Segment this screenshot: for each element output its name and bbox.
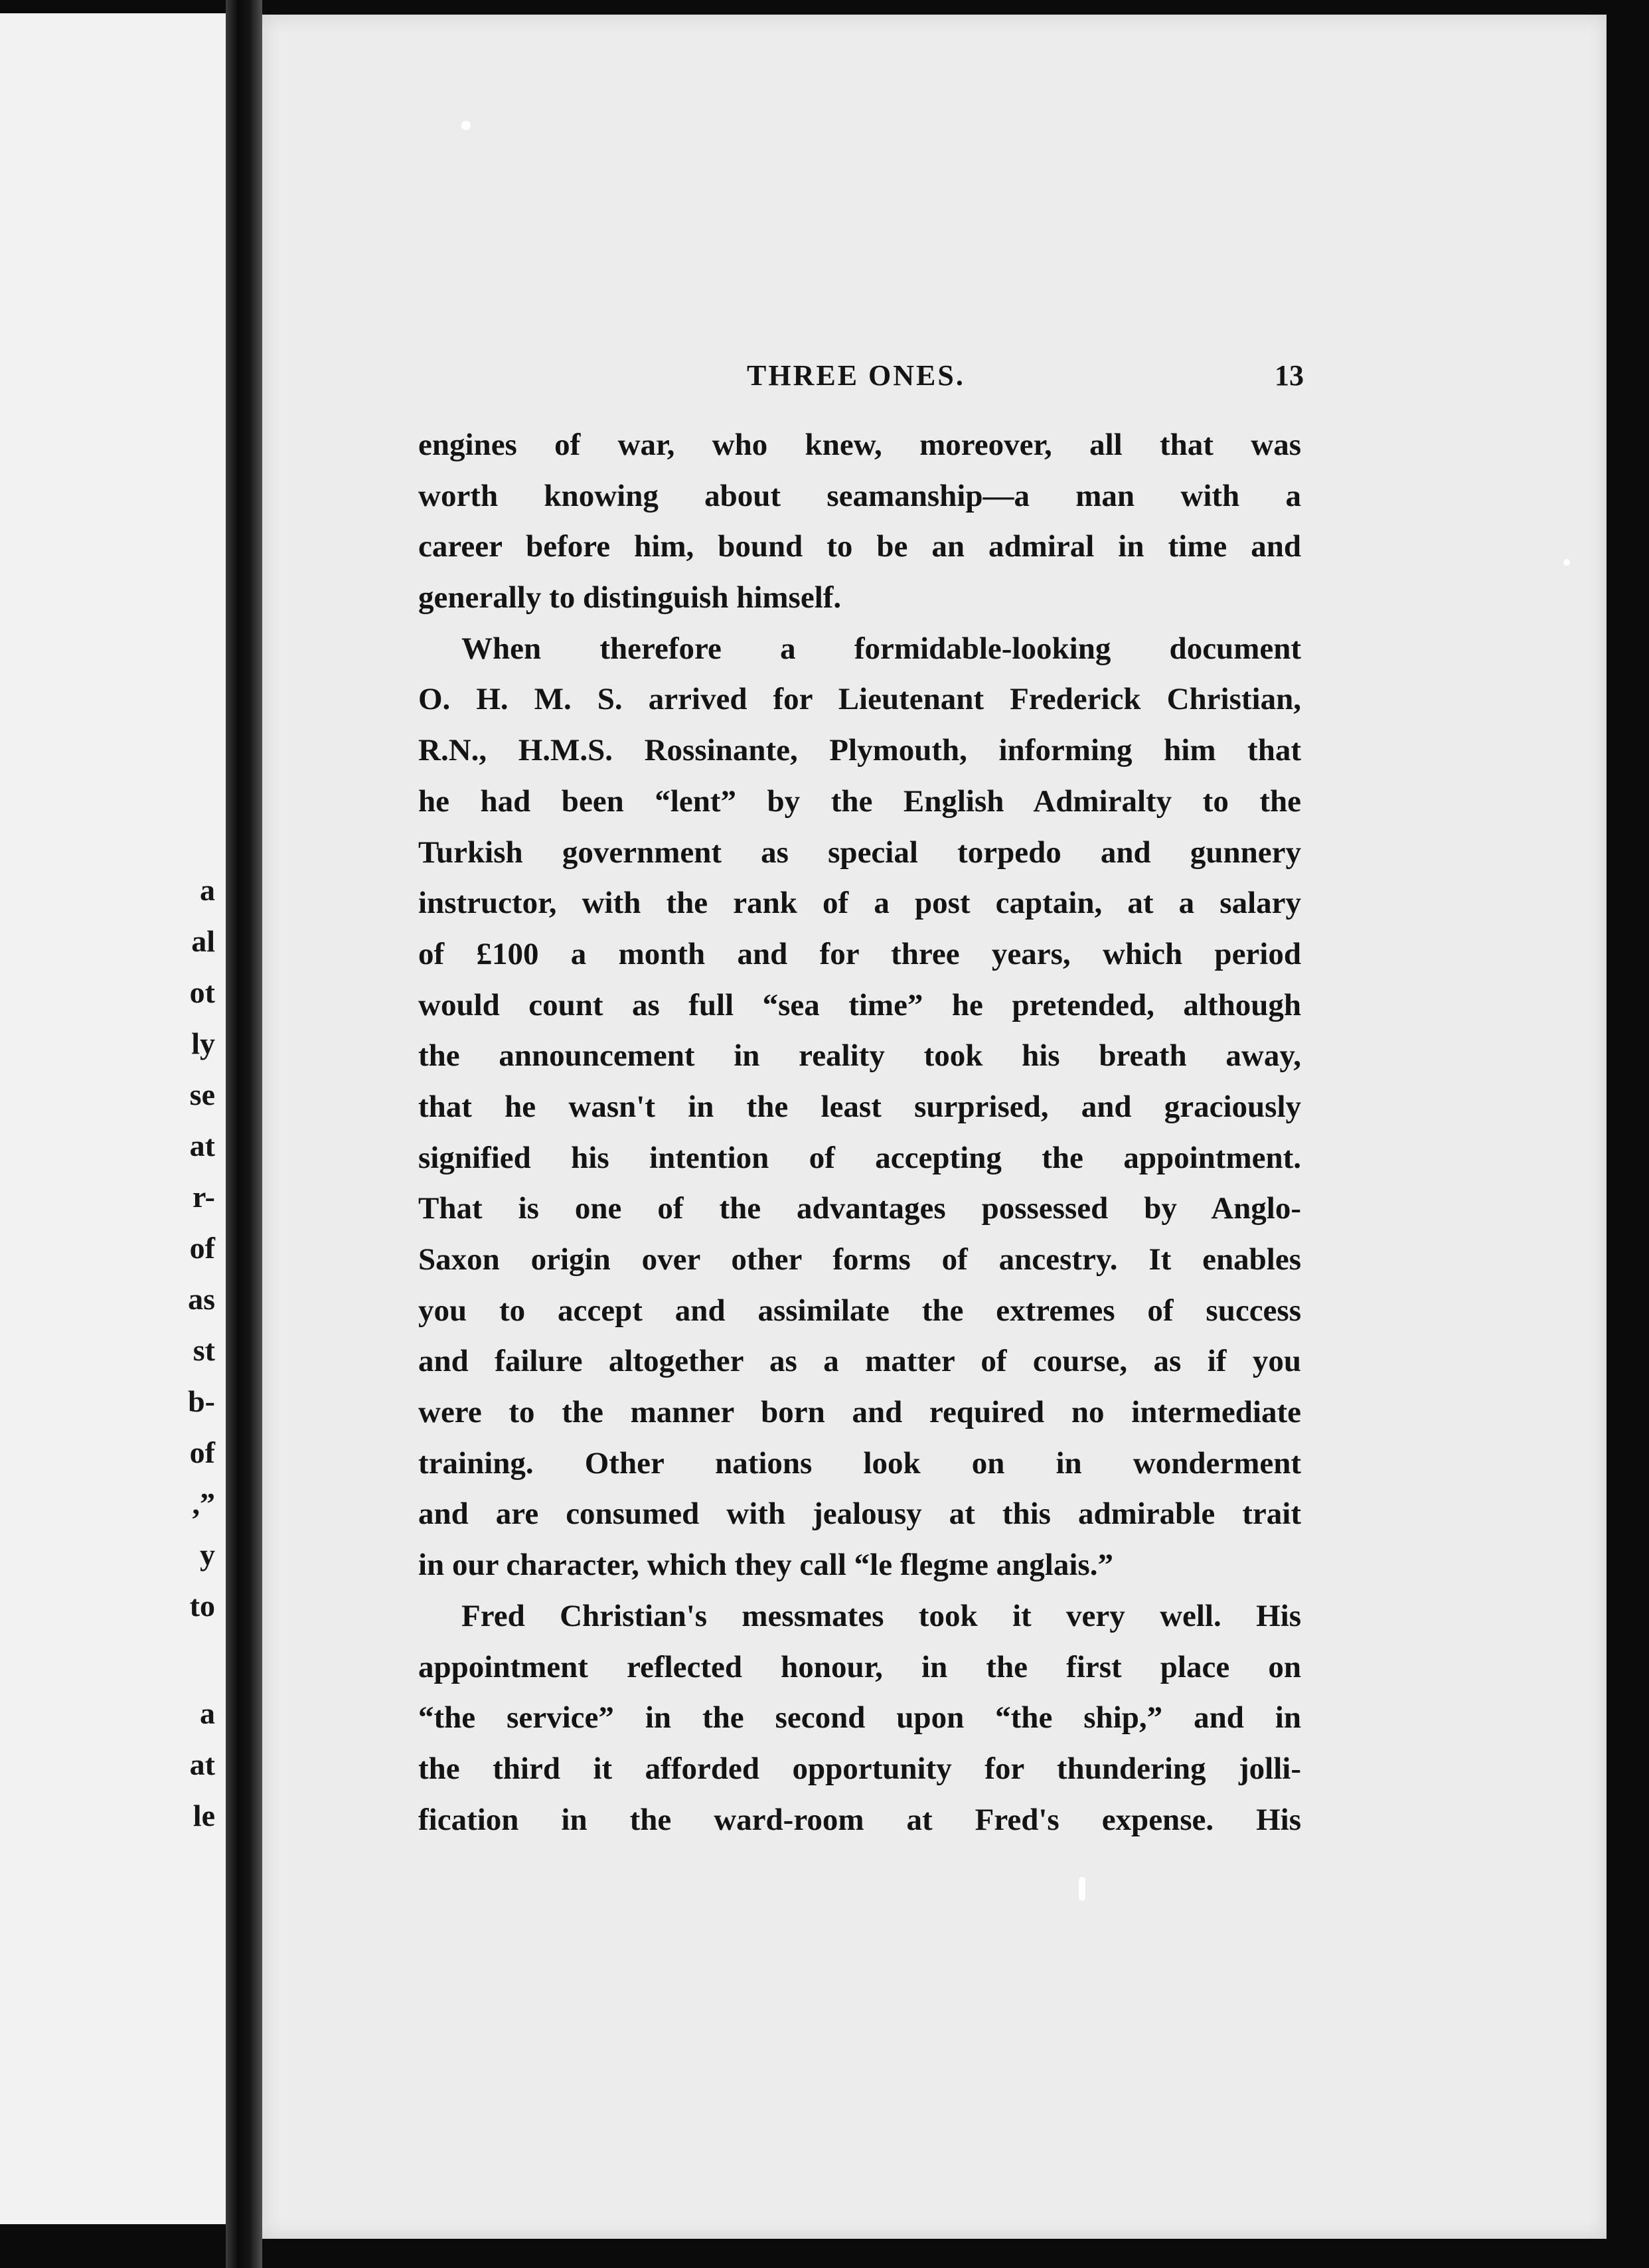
text-line: career before him, bound to be an admiral in time and — [418, 529, 1301, 564]
text-line: instructor, with the rank of a post captain, at a salary — [418, 886, 1301, 921]
text-line: R.N., H.M.S. Rossinante, Plymouth, informing him that — [418, 733, 1301, 768]
text-line: that he wasn't in the least surprised, and graciously — [418, 1089, 1301, 1124]
previous-page-text-fragment: y — [200, 1538, 215, 1572]
text-line: Turkish government as special torpedo and gunnery — [418, 835, 1301, 870]
page-number: 13 — [1275, 359, 1304, 392]
text-line: and failure altogether as a matter of course, as if you — [418, 1344, 1301, 1379]
text-line: When therefore a formidable-looking document — [461, 631, 1301, 666]
text-line: signified his intention of accepting the appointment. — [418, 1140, 1301, 1175]
previous-page-text-fragment: a — [200, 873, 215, 907]
running-head: THREE ONES. — [747, 359, 965, 392]
text-line: were to the manner born and required no intermediate — [418, 1395, 1301, 1430]
text-line: generally to distinguish himself. — [418, 580, 842, 615]
previous-page-text-fragment: of — [189, 1231, 215, 1265]
text-line: worth knowing about seamanship—a man with a — [418, 478, 1301, 513]
text-line: That is one of the advantages possessed by Anglo- — [418, 1191, 1301, 1226]
text-line: “the service” in the second upon “the ship,” and in — [418, 1700, 1301, 1736]
text-line: appointment reflected honour, in the first place on — [418, 1649, 1301, 1684]
previous-page-text-fragment: b- — [188, 1384, 215, 1418]
previous-page-text-fragment: ly — [191, 1026, 215, 1060]
text-line: would count as full “sea time” he pretended, although — [418, 987, 1301, 1022]
previous-page-text-fragment: al — [191, 924, 215, 958]
previous-page-text-fragment: to — [189, 1589, 215, 1623]
previous-page-text-fragment: st — [193, 1333, 215, 1367]
previous-page-text-fragment: r- — [192, 1180, 215, 1214]
text-line: the third it afforded opportunity for thundering jolli- — [418, 1751, 1301, 1786]
previous-page-text-fragment: le — [193, 1799, 215, 1832]
text-line: of £100 a month and for three years, which period — [418, 936, 1301, 971]
text-line: he had been “lent” by the English Admiralty to the — [418, 783, 1301, 819]
previous-page-edge — [0, 13, 228, 2224]
text-line: training. Other nations look on in wonderment — [418, 1445, 1301, 1481]
previous-page-text-fragment: as — [188, 1282, 215, 1316]
previous-page-text-fragment: of — [189, 1435, 215, 1469]
text-line: O. H. M. S. arrived for Lieutenant Frederick Christian, — [418, 682, 1301, 717]
previous-page-text-fragment: a — [200, 1696, 215, 1730]
previous-page-text-fragment: ot — [189, 975, 215, 1009]
previous-page-text-fragment: ,” — [192, 1487, 215, 1520]
text-line: Saxon origin over other forms of ancestry. It enables — [418, 1242, 1301, 1277]
text-line: Fred Christian's messmates took it very well. His — [461, 1598, 1301, 1633]
previous-page-text-fragment: at — [189, 1747, 215, 1781]
body-text — [418, 420, 1301, 1845]
text-line: the announcement in reality took his breath away, — [418, 1038, 1301, 1074]
text-line: fication in the ward-room at Fred's expense. His — [418, 1802, 1301, 1837]
text-line: you to accept and assimilate the extremes of success — [418, 1293, 1301, 1328]
previous-page-text-fragment: at — [189, 1129, 215, 1163]
text-line: and are consumed with jealousy at this admirable trait — [418, 1497, 1301, 1532]
text-line: in our character, which they call “le flegme anglais.” — [418, 1548, 1113, 1583]
previous-page-text-fragment: se — [189, 1078, 215, 1111]
text-line: engines of war, who knew, moreover, all that was — [418, 428, 1301, 462]
book-gutter — [226, 0, 262, 2268]
